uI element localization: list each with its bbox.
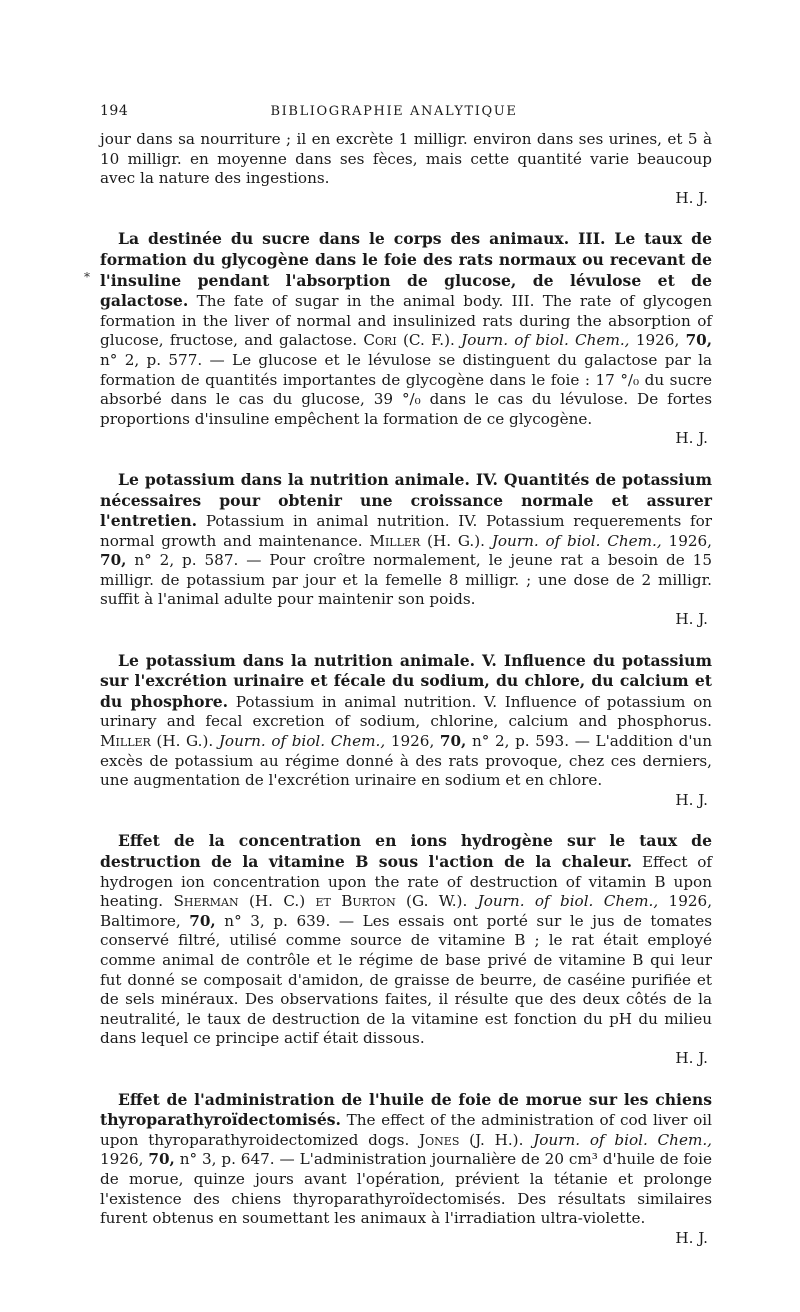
entry-year: 1926, bbox=[635, 331, 680, 350]
entry-year: 1926, bbox=[100, 1150, 144, 1169]
entry-issue: n° 2, p. 593. bbox=[471, 732, 570, 751]
entry-author: Miller (H. G.). bbox=[369, 531, 485, 550]
entry-author: Miller (H. G.). bbox=[100, 732, 214, 751]
bibliographic-entry bbox=[100, 1090, 712, 1249]
entry-journal: Journ. of biol. Chem., bbox=[491, 531, 662, 550]
entry-year: 1926, bbox=[668, 531, 713, 550]
entry-volume: 70, bbox=[685, 331, 713, 350]
entry-author: Sherman (H. C.) et Burton (G. W.). bbox=[173, 892, 468, 911]
running-title: BIBLIOGRAPHIE ANALYTIQUE bbox=[270, 104, 518, 119]
bibliographic-entry bbox=[100, 651, 712, 811]
entry-summary: — Pour croître normalement, le jeune rat a besoin de 15 milligr. de potassium par jour et la femelle 8 milligr. ; une dose de 2 milligr. suffit à l'animal adulte pour maintenir son poids. bbox=[100, 551, 712, 609]
entry-volume: 70, bbox=[148, 1150, 175, 1169]
bibliographic-entry bbox=[100, 229, 712, 449]
entry-title: Le potassium dans la nutrition animale. V. Influence du potassium sur l'excrétion urinaire et fécale du sodium, du chlore, du calcium et du phosphore. bbox=[100, 650, 712, 711]
entry-english-title: Potassium in animal nutrition. V. Influence of potassium on urinary and fecal excretion of sodium, chlorine, calcium and phosphorus. bbox=[100, 692, 712, 731]
entry-summary: — Le glucose et le lévulose se distinguent du galactose par la formation de quantités importantes de glycogène dans le foie : 17 °/₀ du sucre absorbé dans le cas du glucose, 39 °/₀ dans le cas du lévulose. De fortes proportions d'insuline empêchent la formation de ce glycogène. bbox=[100, 350, 712, 428]
entry-english-title: Potassium in animal nutrition. IV. Potassium requerements for normal growth and maintenance. bbox=[100, 512, 712, 550]
entry-signature: H. J. bbox=[675, 610, 708, 629]
entry-volume: 70, bbox=[100, 551, 127, 570]
entry-volume: 70, bbox=[439, 732, 467, 751]
entry-issue: n° 3, p. 639. bbox=[224, 911, 331, 930]
entry-year: 1926, Baltimore, bbox=[100, 892, 713, 930]
entry-year: 1926, bbox=[390, 732, 435, 751]
entry-signature: H. J. bbox=[675, 790, 708, 809]
entry-english-title: The fate of sugar in the animal body. III. The rate of glycogen formation in the liver of normal and insulinized rats during the absorption of glucose, fructose, and galactose. bbox=[100, 292, 712, 350]
entry-journal: Journ. of biol. Chem., bbox=[461, 331, 630, 350]
entry-continuation bbox=[100, 130, 712, 208]
page-header bbox=[100, 102, 688, 122]
entry-signature: H. J. bbox=[675, 1048, 708, 1067]
entry-body bbox=[100, 229, 712, 449]
bibliographic-entry bbox=[100, 470, 712, 630]
entry-author: Jones (J. H.). bbox=[419, 1130, 524, 1149]
entry-author: Cori (C. F.). bbox=[363, 331, 455, 350]
entry-title: La destinée du sucre dans le corps des animaux. III. Le taux de formation du glycogène dans le foie des rats normaux ou recevant de l'insuline pendant l'absorption de glucose, de lévulose et de galactose. bbox=[100, 229, 712, 311]
entry-issue: n° 2, p. 577. bbox=[100, 350, 203, 369]
entry-journal: Journ. of biol. Chem., bbox=[218, 732, 386, 751]
entry-journal: Journ. of biol. Chem., bbox=[533, 1130, 712, 1149]
entry-summary: — L'administration journalière de 20 cm³ d'huile de foie de morue, quinze jours avant l'opération, prévient la tétanie et prolonge l'existence des chiens thyroparathyroïdectomisés. Des résultats similaires furent obtenus en soumettant les animaux à l'irradiation ultra-violette. bbox=[100, 1150, 713, 1228]
entry-body bbox=[100, 831, 712, 1068]
entry-summary: — L'addition d'un excès de potassium au régime donné à des rats provoque, chez ces derniers, une augmentation de l'excrétion urinaire en sodium et en chlore. bbox=[100, 732, 713, 790]
entry-body bbox=[100, 130, 712, 208]
entry-volume: 70, bbox=[189, 911, 216, 930]
entry-title: Le potassium dans la nutrition animale. IV. Quantités de potassium nécessaires pour obtenir une croissance normale et assurer l'entretien. bbox=[100, 469, 712, 531]
entry-title: Effet de l'administration de l'huile de foie de morue sur les chiens thyroparathyroïdectomisés. bbox=[100, 1089, 712, 1130]
entry-english-title: Effect of hydrogen ion concentration upon the rate of destruction of vitamin B upon heating. bbox=[100, 853, 713, 911]
entry-body bbox=[100, 470, 712, 630]
entry-signature: H. J. bbox=[675, 188, 708, 207]
entry-issue: n° 3, p. 647. bbox=[179, 1150, 275, 1169]
page-content bbox=[100, 130, 712, 1269]
entry-signature: H. J. bbox=[675, 1228, 708, 1247]
bibliographic-entry bbox=[100, 831, 712, 1068]
entry-english-title: The effect of the administration of cod liver oil upon thyroparathyroidectomized dogs. bbox=[100, 1111, 713, 1149]
entry-body bbox=[100, 651, 712, 811]
page-number: 194 bbox=[100, 103, 129, 119]
entry-body-text: jour dans sa nourriture ; il en excrète 1 milligr. environ dans ses urines, et 5 à 10 milligr. en moyenne dans ses fèces, mais cette quantité varie beaucoup avec la nature des ingestions. bbox=[100, 130, 712, 188]
entry-body bbox=[100, 1090, 712, 1249]
entry-issue: n° 2, p. 587. bbox=[134, 551, 239, 570]
entry-signature: H. J. bbox=[675, 429, 708, 448]
entry-title: Effet de la concentration en ions hydrogène sur le taux de destruction de la vitamine B sous l'action de la chaleur. bbox=[100, 831, 712, 871]
margin-asterisk: * bbox=[84, 270, 90, 284]
entry-journal: Journ. of biol. Chem., bbox=[477, 892, 659, 911]
entry-summary: — Les essais ont porté sur le jus de tomates conservé filtré, utilisé comme source de vitamine B ; le rat était employé comme animal de contrôle et le régime de base privé de vitamine B qui leur fut donné se composait d'amidon, de graisse de beurre, de caséine purifiée et de sels minéraux. Des observations faites, il résulte que des deux côtés de la neutralité, le taux de destruction de la vitamine est fonction du pH du milieu dans lequel ce principe actif était dissous. bbox=[100, 911, 713, 1048]
